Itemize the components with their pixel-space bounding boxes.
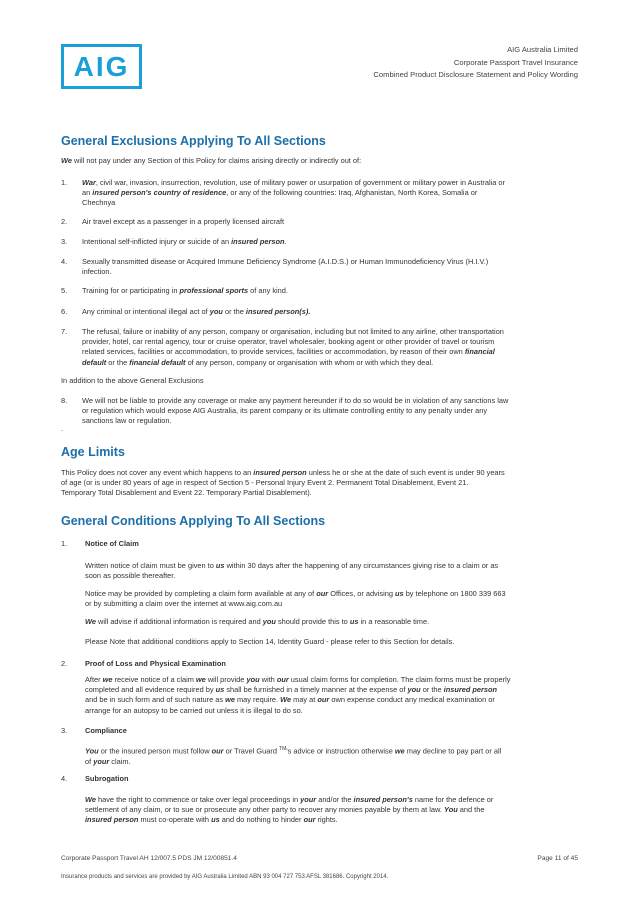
age-limits-title: Age Limits [61, 445, 125, 459]
exclusion-3: Intentional self-inflicted injury or suicide of an insured person. [82, 237, 287, 246]
footer-copyright: Insurance products and services are provided by AIG Australia Limited ABN 93 004 727 753 AFSL 381686. Copyright 2014. [61, 874, 389, 880]
exclusions-addition: In addition to the above General Exclusions [61, 376, 204, 385]
conditions-title: General Conditions Applying To All Sections [61, 514, 326, 528]
age-limits-text: This Policy does not cover any event which happens to an insured person unless he or she at the date of such event is under 90 years of age (or is under 80 years of age in respect of Section 5 - Personal Injury Event 2. Permanent Total Disablement, Event 21. Temporary Total Disablement and Event 22. Temporary Partial Disablement). [61, 468, 505, 498]
exclusion-7: The refusal, failure or inability of any person, company or organisation, including but not limited to any airline, other transportation provider, hotel, car rental agency, tour or cruise operator, travel wholesaler, booking agent or other provider of travel or tourism related services, facilities or accommodation, to provide services, facilities or accommodation, by reason of their own financial default or the financial default of any person, company or organisation with whom or with which they deal. [82, 327, 504, 367]
document-header: AIG Australia Limited Corporate Passport Travel Insurance Combined Product Disclosure Statement and Policy Wording [373, 45, 578, 79]
condition-1-heading: Notice of Claim [85, 539, 139, 548]
exclusion-1: War, civil war, invasion, insurrection, revolution, use of military power or usurpation of government or military power in Australia or an insured person's country of residence, or any of the following countries: Iraq, Afghanistan, North Korea, Somalia or Chechnya [82, 178, 505, 208]
exclusions-intro: We will not pay under any Section of this Policy for claims arising directly or indirectly out of: [61, 156, 362, 165]
exclusion-5: Training for or participating in professional sports of any kind. [82, 286, 288, 295]
condition-3-text: You or the insured person must follow our or Travel Guard ™'s advice or instruction otherwise we may decline to pay part or all of your claim. [85, 746, 502, 766]
condition-2-text: After we receive notice of a claim we will provide you with our usual claim forms for completion. The claim forms must be properly completed and all evidence required by us shall be furnished in a timely manner at the expense of you or the insured person and be in such form and of such nature as we may require. We may at our own expense conduct any medical examination or arrange for an autopsy to be carried out unless it is illegal to do so. [85, 675, 511, 715]
footer-doc-ref: Corporate Passport Travel AH 12/007.5 PDS JM 12/00851.4 [61, 855, 237, 862]
exclusion-8: We will not be liable to provide any coverage or make any payment hereunder if to do so would be in violation of any sanctions law or regulation which would expose AIG Australia, its parent company or its ultimate controlling entity to any penalty under any sanctions law or regulation. [82, 396, 509, 426]
footer-page-number: Page 11 of 45 [537, 855, 578, 862]
condition-1-p4: Please Note that additional conditions apply to Section 14, Identity Guard - please refer to this Section for details. [85, 637, 455, 646]
condition-4-heading: Subrogation [85, 774, 129, 783]
aig-logo: AIG [61, 44, 142, 89]
condition-4-text: We have the right to commence or take over legal proceedings in your and/or the insured person's name for the defence or settlement of any claim, or to sue or prosecute any other party to recover any monies payable by them at law. You and the insured person must co-operate with us and do nothing to hinder our rights. [85, 795, 494, 825]
exclusion-6: Any criminal or intentional illegal act of you or the insured person(s). [82, 307, 311, 316]
condition-1-p3: We will advise if additional information is required and you should provide this to us in a reasonable time. [85, 617, 430, 626]
exclusion-2: Air travel except as a passenger in a properly licensed aircraft [82, 217, 285, 226]
condition-3-heading: Compliance [85, 726, 127, 735]
exclusion-4: Sexually transmitted disease or Acquired Immune Deficiency Syndrome (A.I.D.S.) or Human Immunodeficiency Virus (H.I.V.) infection. [82, 257, 489, 277]
condition-2-heading: Proof of Loss and Physical Examination [85, 659, 226, 668]
condition-1-p1: Written notice of claim must be given to us within 30 days after the happening of any circumstances giving rise to a claim or as soon as possible thereafter. [85, 561, 499, 581]
condition-1-p2: Notice may be provided by completing a claim form available at any of our Offices, or advising us by telephone on 1800 339 663 or by submitting a claim over the internet at www.aig.com.au [85, 589, 506, 609]
exclusions-title: General Exclusions Applying To All Sections [61, 134, 326, 148]
